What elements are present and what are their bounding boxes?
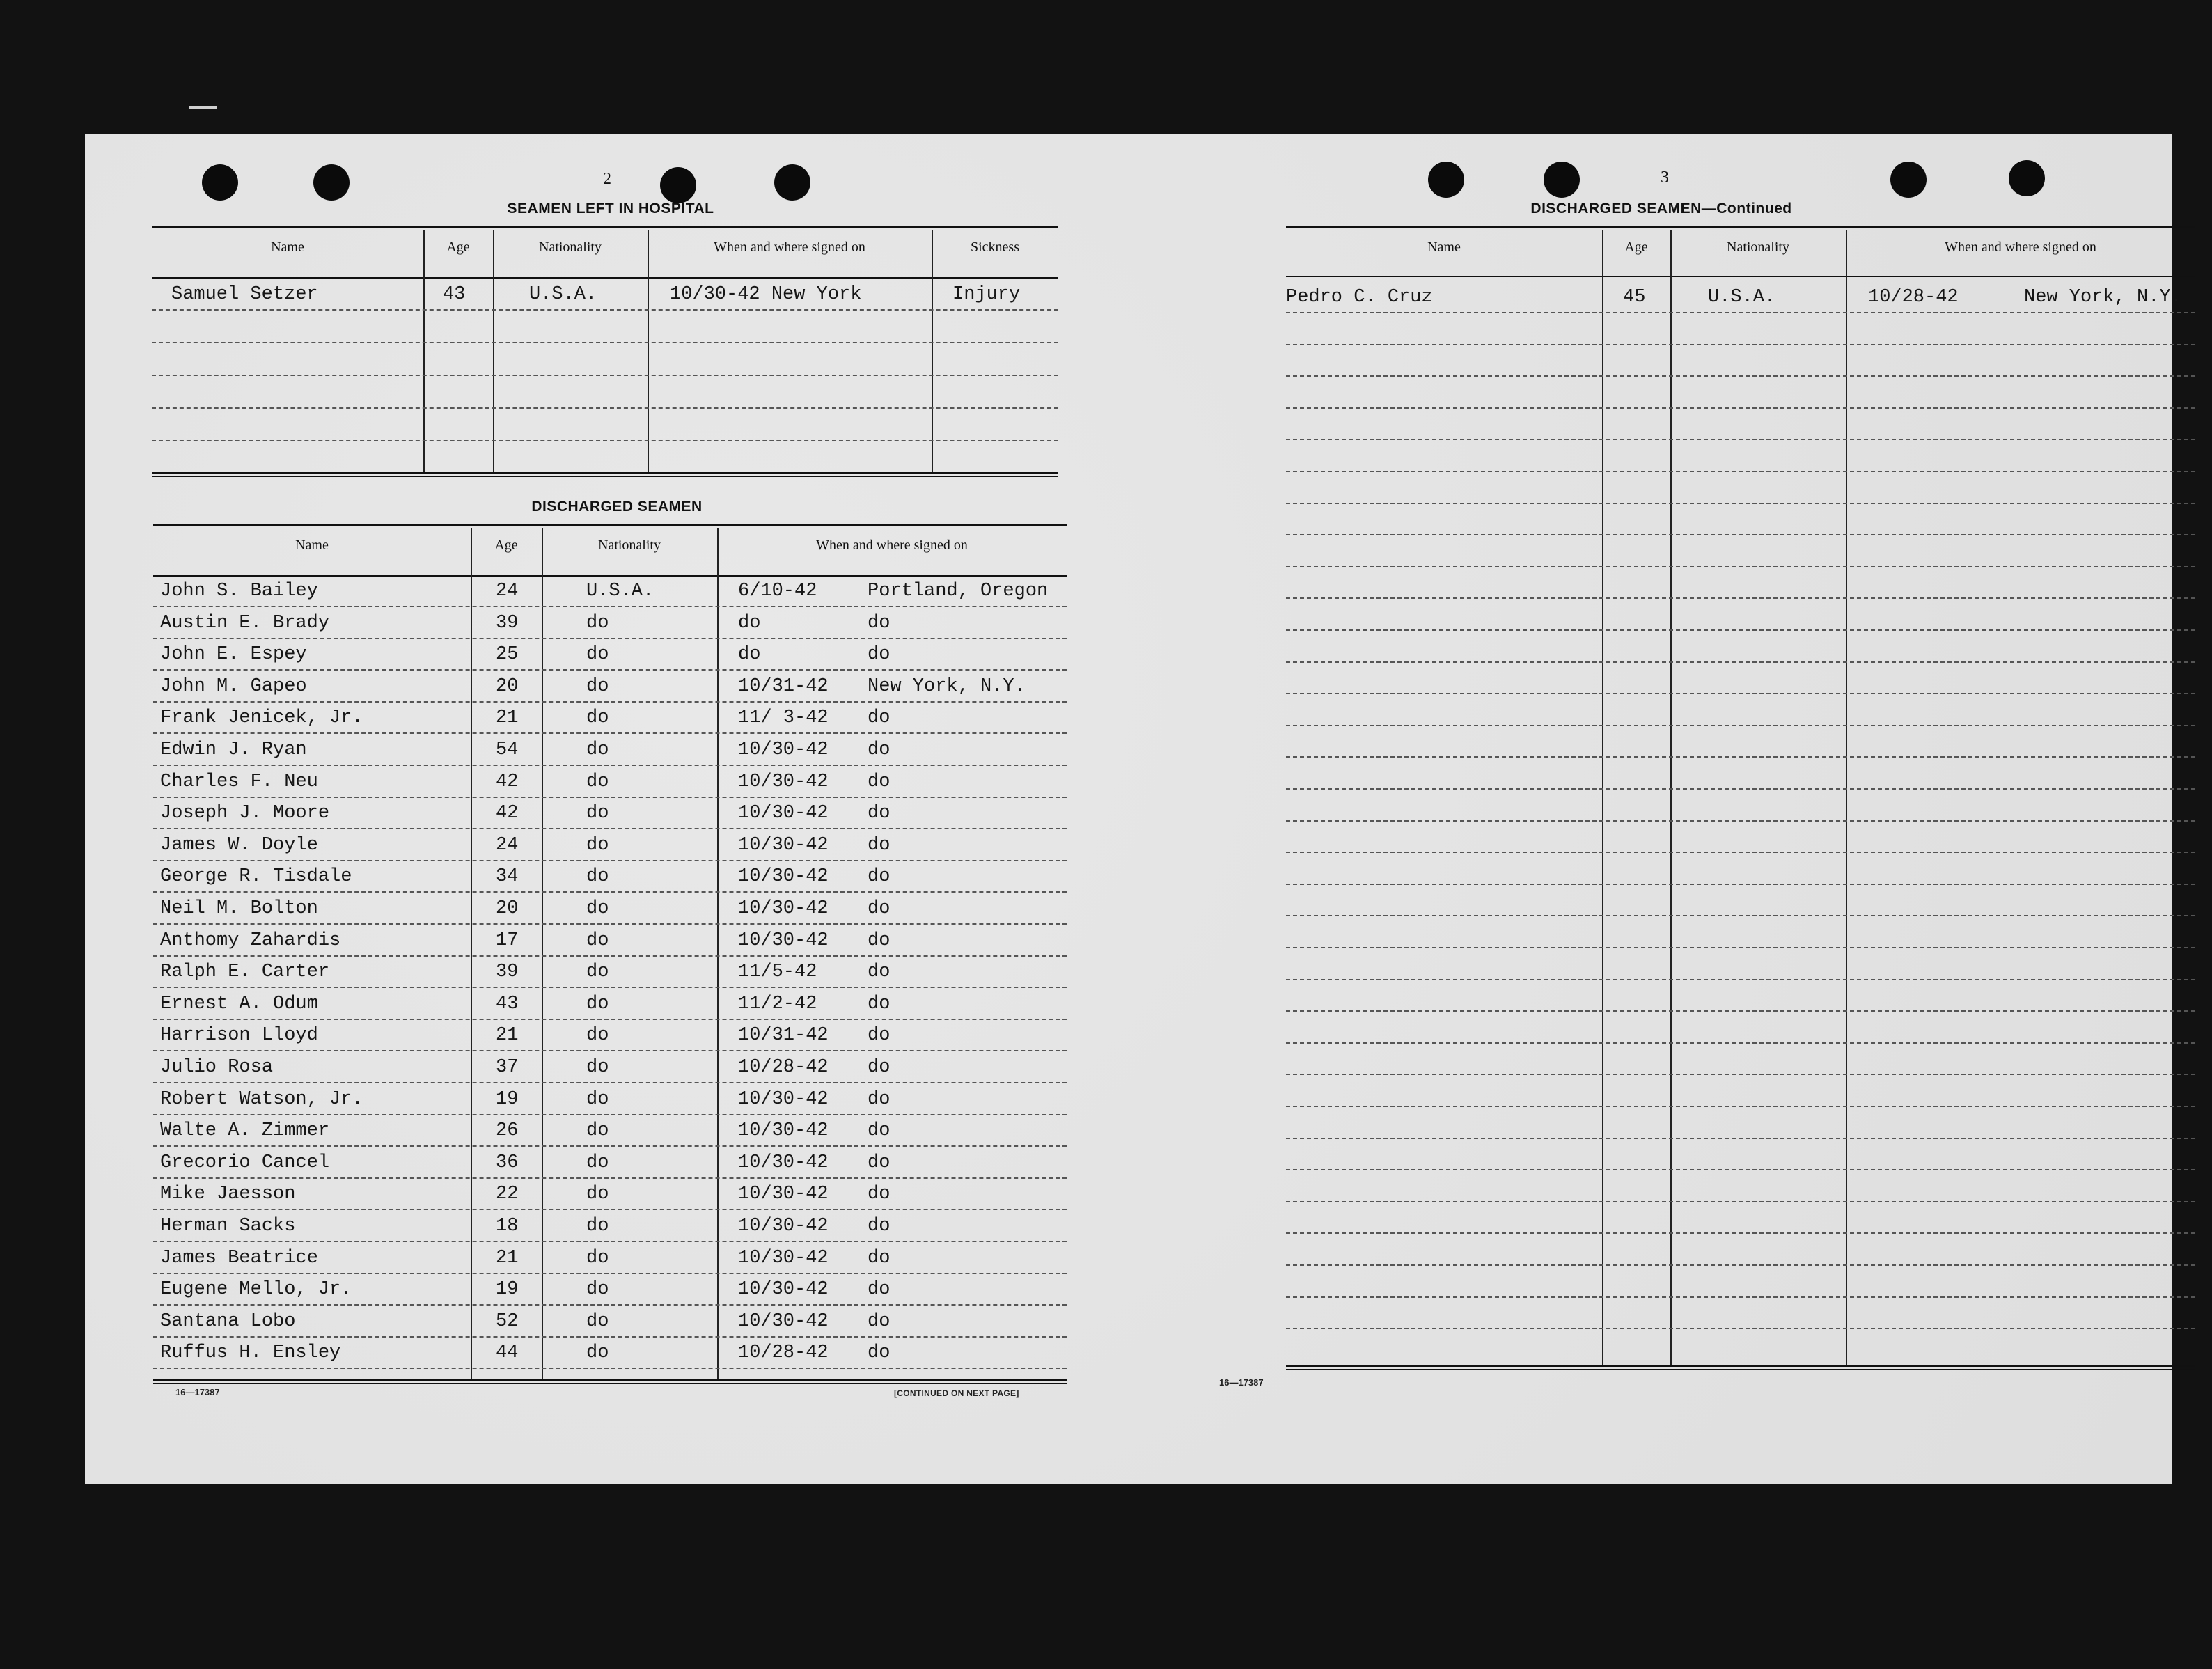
seaman-name: Julio Rosa: [160, 1057, 274, 1078]
row-line: [152, 407, 1058, 409]
seaman-nationality: do: [586, 644, 609, 666]
continued-note: [CONTINUED ON NEXT PAGE]: [894, 1388, 1019, 1398]
signed-on-date: 10/30-42: [738, 1310, 829, 1332]
signed-on-place: do: [868, 1279, 891, 1301]
row-line: [1286, 439, 2195, 440]
seaman-name: Eugene Mello, Jr.: [160, 1279, 352, 1301]
signed-on-date: 10/30-42: [738, 898, 829, 919]
signed-on-place: do: [868, 1184, 891, 1205]
row-line: [153, 828, 1067, 829]
seaman-age: 20: [496, 898, 519, 919]
seaman-age: 21: [496, 1025, 519, 1047]
row-line: [153, 1273, 1067, 1274]
signed-on-place: do: [868, 898, 891, 919]
seaman-name: James W. Doyle: [160, 834, 318, 856]
seaman-age: 18: [496, 1216, 519, 1237]
column-divider: [542, 528, 543, 1379]
signed-on-date: 10/31-42: [738, 1025, 829, 1047]
seaman-age: 39: [496, 962, 519, 983]
column-divider: [493, 230, 494, 472]
row-line: [153, 1145, 1067, 1147]
signed-on-date: 10/30-42: [738, 1152, 829, 1173]
right-page: [1129, 134, 2182, 1484]
seaman-nationality: do: [586, 866, 609, 888]
row-line: [1286, 1264, 2195, 1266]
row-line: [1286, 788, 2195, 790]
seaman-nationality: do: [586, 1184, 609, 1205]
row-line: [153, 1336, 1067, 1338]
signed-on-date: 10/30-42: [738, 1088, 829, 1110]
column-divider: [932, 230, 933, 472]
row-line: [153, 1177, 1067, 1179]
seaman-nationality: do: [586, 898, 609, 919]
signed-on-date: 10/30-42: [738, 803, 829, 824]
seaman-age: 45: [1623, 287, 1646, 308]
punch-hole: [313, 164, 350, 201]
column-divider: [1670, 230, 1672, 1365]
seaman-age: 21: [496, 1247, 519, 1269]
signed-on-date: 6/10-42: [738, 581, 817, 602]
seaman-nationality: do: [586, 1025, 609, 1047]
signed-on-place: do: [868, 803, 891, 824]
discharged-section-title: DISCHARGED SEAMEN: [531, 499, 703, 515]
punch-hole: [1890, 162, 1927, 198]
table-bottom-rule: [1286, 1365, 2195, 1370]
row-line: [1286, 534, 2195, 535]
row-line: [153, 891, 1067, 893]
column-header: Nationality: [539, 240, 602, 255]
row-line: [153, 765, 1067, 766]
seaman-nationality: do: [586, 1310, 609, 1332]
seaman-name: John S. Bailey: [160, 581, 318, 602]
seaman-age: 17: [496, 930, 519, 951]
signed-on-date: do: [738, 612, 761, 634]
seaman-age: 52: [496, 1310, 519, 1332]
seaman-nationality: U.S.A.: [586, 581, 654, 602]
signed-on-place: do: [868, 1216, 891, 1237]
seaman-age: 54: [496, 739, 519, 760]
seaman-age: 26: [496, 1120, 519, 1142]
seaman-nationality: do: [586, 1342, 609, 1364]
signed-on-place: do: [868, 1057, 891, 1078]
signed-on-place: do: [868, 771, 891, 792]
seaman-nationality: do: [586, 1088, 609, 1110]
table-top-rule: [152, 226, 1058, 230]
hospital-sickness: Injury: [952, 284, 1021, 305]
seaman-age: 44: [496, 1342, 519, 1364]
row-line: [153, 1019, 1067, 1020]
signed-on-date: 10/30-42: [738, 739, 829, 760]
row-line: [1286, 566, 2195, 567]
row-line: [1286, 1042, 2195, 1044]
signed-on-date: 10/30-42: [738, 930, 829, 951]
signed-on-place: New York, N.Y.: [2024, 287, 2182, 308]
seaman-age: 37: [496, 1057, 519, 1078]
row-line: [1286, 756, 2195, 758]
signed-on-place: do: [868, 1152, 891, 1173]
row-line: [153, 606, 1067, 607]
seaman-name: Grecorio Cancel: [160, 1152, 330, 1173]
row-line: [1286, 1138, 2195, 1139]
row-line: [1286, 884, 2195, 885]
row-line: [1286, 661, 2195, 663]
seaman-name: Ernest A. Odum: [160, 993, 318, 1014]
signed-on-date: 10/31-42: [738, 675, 829, 697]
page-number: 2: [603, 170, 611, 188]
signed-on-date: 10/28-42: [1868, 287, 1959, 308]
signed-on-date: 11/ 3-42: [738, 707, 829, 729]
column-header: Age: [494, 538, 518, 553]
seaman-nationality: do: [586, 771, 609, 792]
punch-hole: [774, 164, 810, 201]
column-header: Sickness: [971, 240, 1019, 255]
seaman-age: 43: [496, 993, 519, 1014]
seaman-age: 24: [496, 581, 519, 602]
signed-on-place: do: [868, 707, 891, 729]
seaman-nationality: do: [586, 1216, 609, 1237]
row-line: [1286, 629, 2195, 631]
row-line: [153, 987, 1067, 988]
column-header: Nationality: [1727, 240, 1789, 255]
row-line: [153, 1241, 1067, 1242]
scan-mark: [189, 106, 217, 109]
row-line: [1286, 979, 2195, 980]
table-top-rule: [153, 524, 1067, 528]
seaman-nationality: do: [586, 993, 609, 1014]
row-line: [1286, 1106, 2195, 1107]
seaman-name: Ralph E. Carter: [160, 962, 330, 983]
row-line: [1286, 1328, 2195, 1329]
column-header: Age: [1624, 240, 1648, 255]
row-line: [1286, 820, 2195, 822]
signed-on-date: 11/2-42: [738, 993, 817, 1014]
row-line: [1286, 1232, 2195, 1234]
form-code: 16—17387: [1219, 1377, 1264, 1388]
signed-on-date: 10/30-42: [738, 1247, 829, 1269]
row-line: [153, 1050, 1067, 1051]
signed-on-date: 10/30-42: [738, 771, 829, 792]
signed-on-place: do: [868, 1088, 891, 1110]
signed-on-place: do: [868, 962, 891, 983]
signed-on-date: do: [738, 644, 761, 666]
row-line: [152, 440, 1058, 441]
row-line: [1286, 1010, 2195, 1012]
form-code: 16—17387: [175, 1387, 220, 1397]
row-line: [153, 701, 1067, 703]
seaman-nationality: do: [586, 834, 609, 856]
column-header: When and where signed on: [1945, 240, 2096, 255]
seaman-name: Pedro C. Cruz: [1286, 287, 1433, 308]
row-line: [1286, 915, 2195, 916]
punch-hole: [1544, 162, 1580, 198]
signed-on-place: New York, N.Y.: [868, 675, 1026, 697]
column-header: Name: [1427, 240, 1461, 255]
column-header: Age: [446, 240, 470, 255]
continued-section-title: DISCHARGED SEAMEN—Continued: [1530, 201, 1792, 217]
row-line: [153, 638, 1067, 639]
punch-hole: [2009, 160, 2045, 196]
seaman-name: James Beatrice: [160, 1247, 318, 1269]
seaman-nationality: do: [586, 1120, 609, 1142]
row-line: [1286, 1074, 2195, 1075]
seaman-age: 34: [496, 866, 519, 888]
seaman-nationality: do: [586, 1279, 609, 1301]
signed-on-date: 10/30-42: [738, 1184, 829, 1205]
hospital-section-title: SEAMEN LEFT IN HOSPITAL: [507, 201, 714, 217]
signed-on-place: do: [868, 1310, 891, 1332]
row-line: [1286, 471, 2195, 472]
column-header: Name: [295, 538, 329, 553]
row-line: [1286, 407, 2195, 409]
punch-hole: [1428, 162, 1464, 198]
seaman-age: 19: [496, 1088, 519, 1110]
signed-on-date: 10/30-42: [738, 866, 829, 888]
signed-on-place: do: [868, 739, 891, 760]
seaman-nationality: U.S.A.: [1708, 287, 1776, 308]
signed-on-place: do: [868, 930, 891, 951]
column-divider: [471, 528, 472, 1379]
row-line: [152, 309, 1058, 311]
column-divider: [648, 230, 649, 472]
column-header: Nationality: [598, 538, 661, 553]
row-line: [153, 1304, 1067, 1306]
row-line: [1286, 1201, 2195, 1202]
page-number: 3: [1661, 169, 1669, 187]
row-line: [153, 1368, 1067, 1369]
signed-on-place: do: [868, 1120, 891, 1142]
seaman-nationality: do: [586, 1152, 609, 1173]
signed-on-date: 11/5-42: [738, 962, 817, 983]
seaman-name: Mike Jaesson: [160, 1184, 296, 1205]
row-line: [153, 923, 1067, 925]
table-bottom-rule: [152, 472, 1058, 477]
column-divider: [423, 230, 425, 472]
seaman-name: Charles F. Neu: [160, 771, 318, 792]
row-line: [1286, 344, 2195, 345]
signed-on-place: do: [868, 993, 891, 1014]
seaman-nationality: do: [586, 1247, 609, 1269]
seaman-name: Anthomy Zahardis: [160, 930, 341, 951]
signed-on-date: 10/30-42: [738, 834, 829, 856]
signed-on-place: do: [868, 1247, 891, 1269]
seaman-nationality: do: [586, 739, 609, 760]
header-rule: [153, 575, 1067, 577]
column-divider: [1846, 230, 1847, 1365]
column-header: When and where signed on: [816, 538, 968, 553]
signed-on-date: 10/30-42: [738, 1216, 829, 1237]
row-line: [153, 1209, 1067, 1210]
row-line: [1286, 597, 2195, 599]
row-line: [1286, 725, 2195, 726]
row-line: [152, 342, 1058, 343]
seaman-nationality: do: [586, 612, 609, 634]
punch-hole: [660, 167, 696, 203]
table-top-rule: [1286, 226, 2195, 230]
seaman-name: John M. Gapeo: [160, 675, 307, 697]
row-line: [153, 797, 1067, 798]
seaman-name: Herman Sacks: [160, 1216, 296, 1237]
hospital-name: Samuel Setzer: [171, 284, 318, 305]
seaman-age: 25: [496, 644, 519, 666]
seaman-age: 39: [496, 612, 519, 634]
seaman-age: 19: [496, 1279, 519, 1301]
row-line: [152, 375, 1058, 376]
seaman-age: 42: [496, 771, 519, 792]
seaman-name: Robert Watson, Jr.: [160, 1088, 363, 1110]
row-line: [1286, 693, 2195, 694]
signed-on-date: 10/28-42: [738, 1057, 829, 1078]
seaman-name: Austin E. Brady: [160, 612, 330, 634]
seaman-age: 20: [496, 675, 519, 697]
row-line: [1286, 375, 2195, 377]
seaman-nationality: do: [586, 675, 609, 697]
left-page: [85, 134, 1129, 1484]
seaman-name: George R. Tisdale: [160, 866, 352, 888]
signed-on-place: do: [868, 1025, 891, 1047]
signed-on-date: 10/30-42: [738, 1279, 829, 1301]
row-line: [153, 1114, 1067, 1115]
header-rule: [152, 277, 1058, 279]
signed-on-place: do: [868, 866, 891, 888]
seaman-name: Walte A. Zimmer: [160, 1120, 330, 1142]
hospital-signed-on: 10/30-42 New York: [670, 284, 862, 305]
seaman-nationality: do: [586, 707, 609, 729]
row-line: [153, 860, 1067, 861]
row-line: [1286, 1296, 2195, 1298]
column-header: When and where signed on: [714, 240, 865, 255]
document-sheet: [85, 134, 2182, 1484]
seaman-name: Neil M. Bolton: [160, 898, 318, 919]
seaman-name: Edwin J. Ryan: [160, 739, 307, 760]
signed-on-date: 10/28-42: [738, 1342, 829, 1364]
row-line: [1286, 1169, 2195, 1170]
row-line: [153, 669, 1067, 671]
seaman-name: Harrison Lloyd: [160, 1025, 318, 1047]
row-line: [1286, 312, 2195, 313]
seaman-age: 22: [496, 1184, 519, 1205]
row-line: [153, 732, 1067, 734]
signed-on-place: do: [868, 834, 891, 856]
row-line: [1286, 503, 2195, 504]
seaman-nationality: do: [586, 962, 609, 983]
seaman-age: 36: [496, 1152, 519, 1173]
seaman-name: John E. Espey: [160, 644, 307, 666]
seaman-nationality: do: [586, 1057, 609, 1078]
hospital-age: 43: [443, 284, 466, 305]
row-line: [153, 955, 1067, 957]
signed-on-place: do: [868, 1342, 891, 1364]
row-line: [153, 1082, 1067, 1083]
hospital-nationality: U.S.A.: [529, 284, 597, 305]
signed-on-date: 10/30-42: [738, 1120, 829, 1142]
seaman-nationality: do: [586, 930, 609, 951]
signed-on-place: Portland, Oregon: [868, 581, 1049, 602]
table-bottom-rule: [153, 1379, 1067, 1384]
column-header: Name: [271, 240, 304, 255]
signed-on-place: do: [868, 644, 891, 666]
seaman-age: 42: [496, 803, 519, 824]
signed-on-place: do: [868, 612, 891, 634]
seaman-name: Joseph J. Moore: [160, 803, 330, 824]
seaman-name: Santana Lobo: [160, 1310, 296, 1332]
seaman-nationality: do: [586, 803, 609, 824]
header-rule: [1286, 276, 2195, 277]
seaman-name: Ruffus H. Ensley: [160, 1342, 341, 1364]
seaman-age: 21: [496, 707, 519, 729]
row-line: [1286, 852, 2195, 853]
punch-hole: [202, 164, 238, 201]
column-divider: [1602, 230, 1603, 1365]
row-line: [1286, 947, 2195, 948]
seaman-age: 24: [496, 834, 519, 856]
seaman-name: Frank Jenicek, Jr.: [160, 707, 363, 729]
column-divider: [717, 528, 719, 1379]
